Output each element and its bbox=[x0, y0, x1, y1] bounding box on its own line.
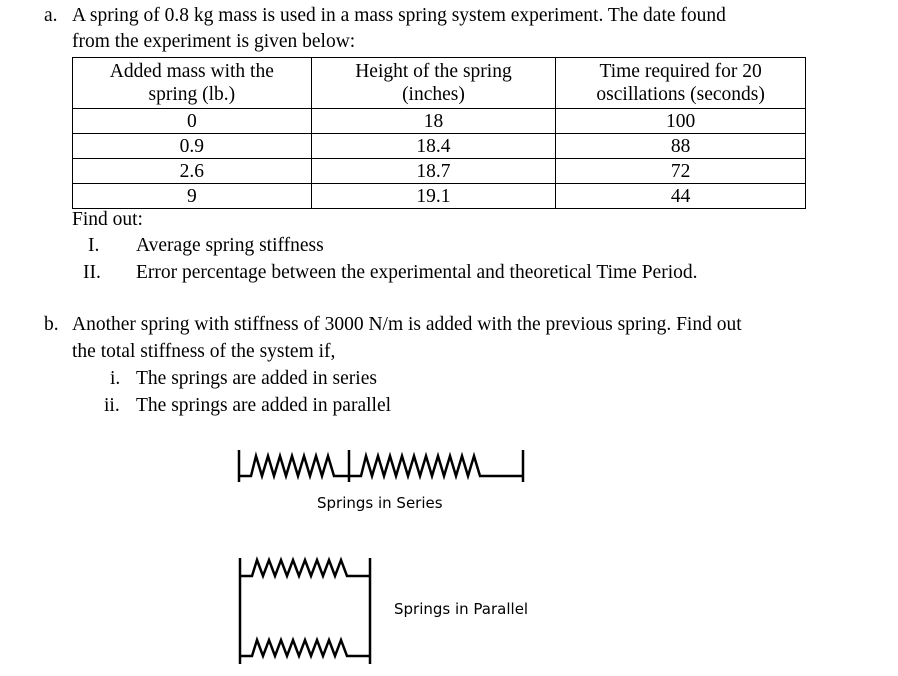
find-out-item-1-number: I. bbox=[88, 235, 100, 256]
table-header-row bbox=[73, 58, 806, 109]
find-out-item-2-number: II. bbox=[83, 262, 101, 283]
header-height-line2: (inches) bbox=[402, 84, 465, 105]
question-b-item-2-text: The springs are added in parallel bbox=[136, 395, 392, 416]
parallel-springs-label: Springs in Parallel bbox=[394, 600, 529, 618]
table-row bbox=[73, 134, 806, 159]
question-b-text-line2: the total stiffness of the system if, bbox=[72, 341, 336, 362]
header-time-line1: Time required for 20 bbox=[599, 61, 762, 82]
header-height bbox=[311, 58, 556, 109]
question-b-item-1-number: i. bbox=[110, 368, 121, 389]
header-time bbox=[556, 58, 806, 109]
question-a-marker: a. bbox=[44, 5, 58, 26]
header-added-mass-line1: Added mass with the bbox=[109, 61, 274, 82]
table-cell: 72 bbox=[556, 159, 806, 184]
table-row bbox=[73, 109, 806, 134]
header-time-line2: oscillations (seconds) bbox=[596, 84, 765, 105]
table-cell: 18.4 bbox=[311, 134, 556, 159]
question-b-item-1-text: The springs are added in series bbox=[136, 368, 377, 389]
question-b-text-line1: Another spring with stiffness of 3000 N/m is added with the previous spring. Find out bbox=[72, 314, 742, 335]
parallel-spring-bottom bbox=[240, 640, 370, 656]
question-b-marker: b. bbox=[44, 314, 59, 335]
series-spring-2 bbox=[349, 456, 523, 476]
find-out-item-1-text: Average spring stiffness bbox=[136, 235, 324, 256]
header-added-mass-line2: spring (lb.) bbox=[148, 84, 236, 105]
parallel-spring-top bbox=[240, 560, 370, 576]
table-cell: 2.6 bbox=[73, 159, 312, 184]
question-a-text-line2: from the experiment is given below: bbox=[72, 31, 356, 52]
header-height-line1: Height of the spring bbox=[355, 61, 512, 82]
table-cell: 88 bbox=[556, 134, 806, 159]
table-cell: 100 bbox=[556, 109, 806, 134]
series-spring-1 bbox=[239, 456, 349, 476]
table-cell: 18.7 bbox=[311, 159, 556, 184]
series-springs-diagram bbox=[236, 446, 536, 486]
table-cell: 19.1 bbox=[311, 184, 556, 209]
table-cell: 9 bbox=[73, 184, 312, 209]
parallel-springs-diagram bbox=[236, 552, 376, 672]
table-row bbox=[73, 159, 806, 184]
find-out-heading: Find out: bbox=[72, 209, 143, 230]
table-row bbox=[73, 184, 806, 209]
table-cell: 0.9 bbox=[73, 134, 312, 159]
header-added-mass bbox=[73, 58, 312, 109]
table-cell: 18 bbox=[311, 109, 556, 134]
experiment-data-table bbox=[72, 57, 806, 209]
table-cell: 44 bbox=[556, 184, 806, 209]
find-out-item-2-text: Error percentage between the experimental and theoretical Time Period. bbox=[136, 262, 698, 283]
question-b-item-2-number: ii. bbox=[104, 395, 120, 416]
question-a-text-line1: A spring of 0.8 kg mass is used in a mass spring system experiment. The date found bbox=[72, 5, 726, 26]
series-springs-label: Springs in Series bbox=[317, 494, 443, 512]
table-cell: 0 bbox=[73, 109, 312, 134]
